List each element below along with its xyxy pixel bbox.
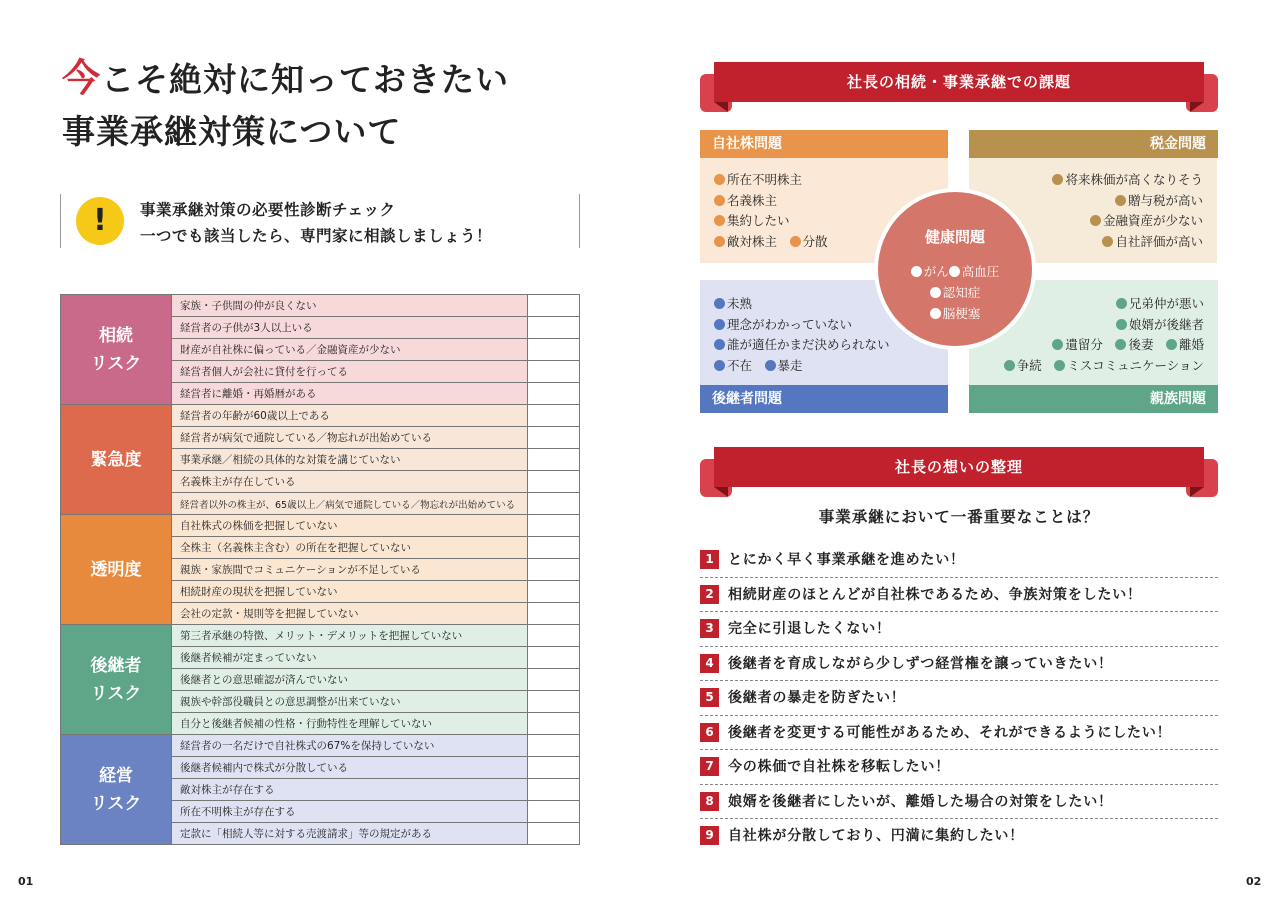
check-item: 家族・子供間の仲が良くない	[172, 295, 528, 317]
check-item: 経営者以外の株主が、65歳以上／病気で通院している／物忘れが出始めている	[172, 493, 528, 515]
question-heading: 事業承継において一番重要なことは？	[818, 508, 1100, 526]
group-urgency	[61, 405, 580, 515]
check-cell[interactable]	[528, 515, 580, 537]
exclamation-icon: !	[76, 197, 124, 245]
check-cell[interactable]	[528, 383, 580, 405]
check-item: 所在不明株主が存在する	[172, 801, 528, 823]
check-item: 第三者承継の特徴、メリット・デメリットを把握していない	[172, 625, 528, 647]
item-number: 3	[700, 619, 719, 638]
check-cell[interactable]	[528, 317, 580, 339]
item-number: 2	[700, 585, 719, 604]
green-dot-icon	[1166, 339, 1177, 350]
group-transparency	[61, 515, 580, 625]
check-item: 経営者の年齢が60歳以上である	[172, 405, 528, 427]
check-item: 後継者候補が定まっていない	[172, 647, 528, 669]
category-label: 後継者 リスク	[61, 625, 172, 735]
page-number-right: 02	[1246, 875, 1262, 888]
risk-check-table	[60, 294, 580, 845]
check-cell[interactable]	[528, 449, 580, 471]
check-item: 後継者との意思確認が済んでいない	[172, 669, 528, 691]
quad-self-stock: 自社株問題 所在不明株主 名義株主 集約したい 敵対株主 分散	[700, 130, 948, 263]
list-item: 8 娘婿を後継者にしたいが、離婚した場合の対策をしたい！	[700, 785, 1218, 820]
check-cell[interactable]	[528, 757, 580, 779]
check-cell[interactable]	[528, 823, 580, 845]
check-item: 敵対株主が存在する	[172, 779, 528, 801]
check-item: 経営者が病気で通院している／物忘れが出始めている	[172, 427, 528, 449]
tan-dot-icon	[1102, 236, 1113, 247]
ribbon-thoughts-title: 社長の想いの整理	[714, 447, 1204, 487]
quad-family: 兄弟仲が悪い 娘婿が後継者 遺留分 後妻 離婚 争続 ミスコミュニケーション 親族問題	[969, 280, 1218, 413]
quad-successor-header: 後継者問題	[700, 385, 948, 413]
check-item: 自社株式の株価を把握していない	[172, 515, 528, 537]
page-number-left: 01	[18, 875, 34, 888]
check-cell[interactable]	[528, 669, 580, 691]
check-cell[interactable]	[528, 493, 580, 515]
blue-dot-icon	[714, 339, 725, 350]
check-cell[interactable]	[528, 339, 580, 361]
list-item: 9 自社株が分散しており、円満に集約したい！	[700, 819, 1218, 854]
tan-dot-icon	[1090, 215, 1101, 226]
green-dot-icon	[1116, 298, 1127, 309]
orange-dot-icon	[714, 236, 725, 247]
ribbon-issues	[700, 62, 1218, 102]
answer-list	[700, 543, 1218, 854]
page-title	[62, 52, 509, 158]
category-label: 緊急度	[61, 405, 172, 515]
green-dot-icon	[1116, 319, 1127, 330]
item-number: 8	[700, 792, 719, 811]
check-cell[interactable]	[528, 801, 580, 823]
check-cell[interactable]	[528, 295, 580, 317]
white-dot-icon	[949, 266, 960, 277]
blue-dot-icon	[714, 319, 725, 330]
white-dot-icon	[911, 266, 922, 277]
check-line2: 一つでも該当したら、専門家に相談しましょう！	[140, 227, 493, 245]
orange-dot-icon	[714, 215, 725, 226]
item-number: 5	[700, 688, 719, 707]
item-number: 7	[700, 757, 719, 776]
check-intro-text	[140, 197, 492, 249]
check-cell[interactable]	[528, 647, 580, 669]
blue-dot-icon	[714, 298, 725, 309]
group-management-risk	[61, 735, 580, 845]
orange-dot-icon	[714, 195, 725, 206]
group-inheritance-risk	[61, 295, 580, 405]
tan-dot-icon	[1052, 174, 1063, 185]
check-item: 経営者に離婚・再婚暦がある	[172, 383, 528, 405]
list-item: 7 今の株価で自社株を移転したい！	[700, 750, 1218, 785]
green-dot-icon	[1115, 339, 1126, 350]
check-item: 親族や幹部役職員との意思調整が出来ていない	[172, 691, 528, 713]
health-circle: 健康問題 がん 高血圧 認知症 脳梗塞	[874, 188, 1036, 350]
ribbon-thoughts	[700, 447, 1218, 487]
check-item: 経営者個人が会社に貸付を行ってる	[172, 361, 528, 383]
list-item: 1 とにかく早く事業承継を進めたい！	[700, 543, 1218, 578]
check-cell[interactable]	[528, 735, 580, 757]
check-item: 経営者の一名だけで自社株式の67%を保持していない	[172, 735, 528, 757]
green-dot-icon	[1054, 360, 1065, 371]
list-item: 2 相続財産のほとんどが自社株であるため、争族対策をしたい！	[700, 578, 1218, 613]
quad-family-header: 親族問題	[969, 385, 1218, 413]
check-cell[interactable]	[528, 779, 580, 801]
green-dot-icon	[1052, 339, 1063, 350]
list-item: 4 後継者を育成しながら少しずつ経営権を譲っていきたい！	[700, 647, 1218, 682]
check-cell[interactable]	[528, 691, 580, 713]
title-accent-char: 今	[62, 56, 102, 100]
blue-dot-icon	[765, 360, 776, 371]
check-cell[interactable]	[528, 625, 580, 647]
item-number: 9	[700, 826, 719, 845]
group-successor-risk	[61, 625, 580, 735]
check-cell[interactable]	[528, 537, 580, 559]
category-label: 透明度	[61, 515, 172, 625]
item-number: 1	[700, 550, 719, 569]
quad-tax-header: 税金問題	[969, 130, 1218, 158]
category-label: 経営 リスク	[61, 735, 172, 845]
quad-tax: 税金問題 将来株価が高くなりそう 贈与税が高い 金融資産が少ない 自社評価が高い	[969, 130, 1217, 263]
check-cell[interactable]	[528, 559, 580, 581]
check-item: 定款に「相続人等に対する売渡請求」等の規定がある	[172, 823, 528, 845]
list-item: 5 後継者の暴走を防ぎたい！	[700, 681, 1218, 716]
check-cell[interactable]	[528, 713, 580, 735]
green-dot-icon	[1004, 360, 1015, 371]
ribbon-issues-title: 社長の相続・事業承継での課題	[714, 62, 1204, 102]
health-title: 健康問題	[924, 228, 985, 246]
category-label: 相続 リスク	[61, 295, 172, 405]
check-item: 会社の定款・規則等を把握していない	[172, 603, 528, 625]
check-cell[interactable]	[528, 603, 580, 625]
orange-dot-icon	[714, 174, 725, 185]
check-cell[interactable]	[528, 471, 580, 493]
check-item: 事業承継／相続の具体的な対策を講じていない	[172, 449, 528, 471]
check-item: 自分と後継者候補の性格・行動特性を理解していない	[172, 713, 528, 735]
check-cell[interactable]	[528, 405, 580, 427]
check-item: 相続財産の現状を把握していない	[172, 581, 528, 603]
check-item: 名義株主が存在している	[172, 471, 528, 493]
title-line1: こそ絶対に知っておきたい	[101, 60, 510, 99]
blue-dot-icon	[714, 360, 725, 371]
check-item: 経営者の子供が3人以上いる	[172, 317, 528, 339]
check-cell[interactable]	[528, 427, 580, 449]
white-dot-icon	[930, 287, 941, 298]
tan-dot-icon	[1115, 195, 1126, 206]
list-item: 3 完全に引退したくない！	[700, 612, 1218, 647]
check-item: 財産が自社株に偏っている／金融資産が少ない	[172, 339, 528, 361]
check-cell[interactable]	[528, 581, 580, 603]
check-item: 後継者候補内で株式が分散している	[172, 757, 528, 779]
orange-dot-icon	[790, 236, 801, 247]
check-line1: 事業承継対策の必要性診断チェック	[140, 201, 396, 219]
title-line2: 事業承継対策について	[62, 112, 402, 151]
item-number: 4	[700, 654, 719, 673]
quad-successor: 未熟 理念がわかっていない 誰が適任かまだ決められない 不在 暴走 後継者問題	[700, 280, 948, 413]
quad-self-header: 自社株問題	[700, 130, 948, 158]
list-item: 6 後継者を変更する可能性があるため、それができるようにしたい！	[700, 716, 1218, 751]
check-item: 親族・家族間でコミュニケーションが不足している	[172, 559, 528, 581]
check-cell[interactable]	[528, 361, 580, 383]
check-item: 全株主（名義株主含む）の所在を把握していない	[172, 537, 528, 559]
white-dot-icon	[930, 308, 941, 319]
item-number: 6	[700, 723, 719, 742]
